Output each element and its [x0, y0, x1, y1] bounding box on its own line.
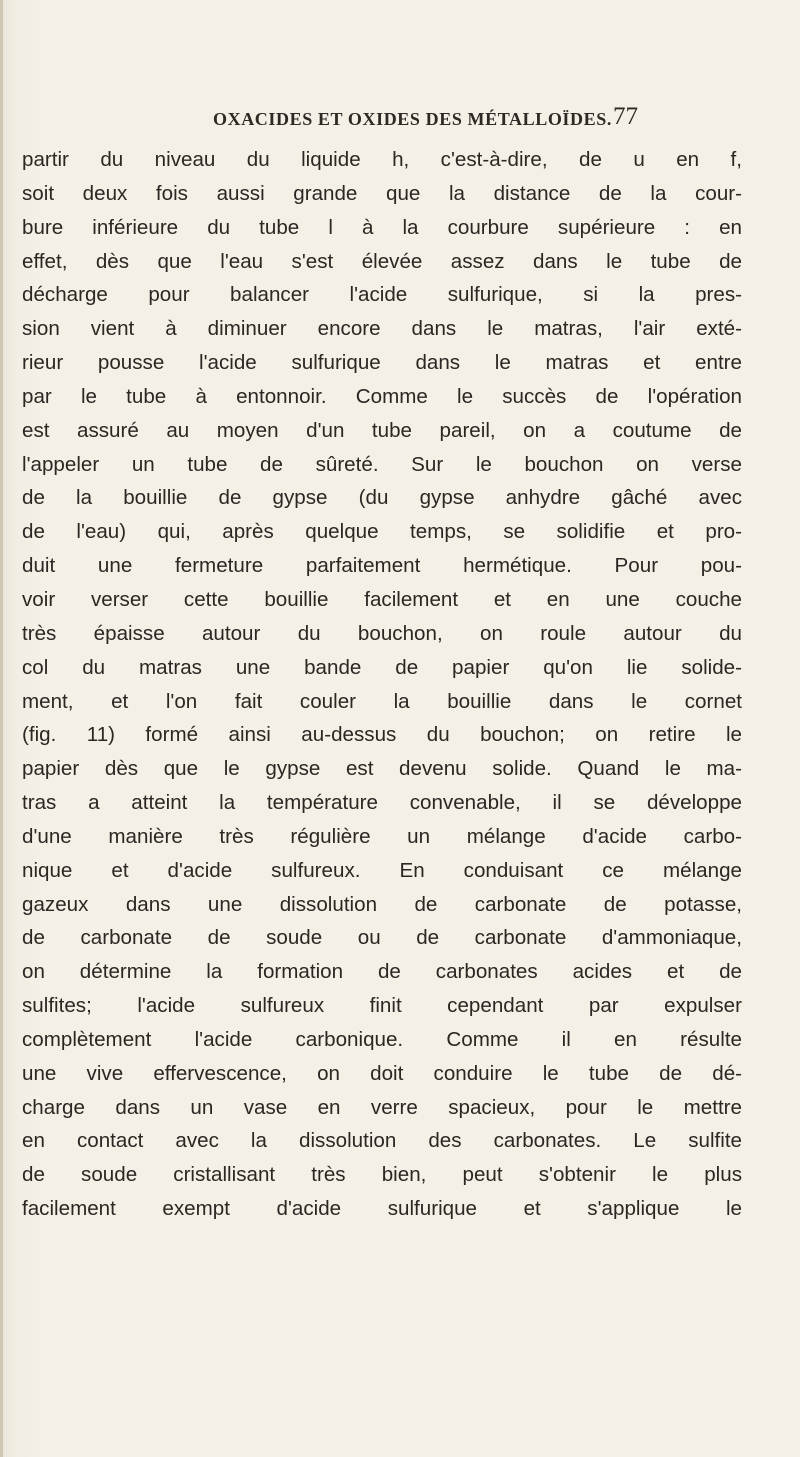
- text-line: l'appeler un tube de sûreté. Sur le bouchon on verse: [22, 452, 742, 476]
- text-line: (fig. 11) formé ainsi au-dessus du bouchon; on retire le: [22, 723, 742, 747]
- page-gutter-edge: [0, 0, 3, 1457]
- text-line: voir verser cette bouillie facilement et en une couche: [22, 587, 742, 611]
- text-line: sulfites; l'acide sulfureux finit cependant par expulser: [22, 994, 742, 1018]
- text-line: facilement exempt d'acide sulfurique et s'applique le: [22, 1197, 742, 1221]
- text-line: partir du niveau du liquide h, c'est-à-dire, de u en f,: [22, 148, 742, 171]
- text-line: très épaisse autour du bouchon, on roule autour du: [22, 621, 742, 645]
- text-line: bure inférieure du tube l à la courbure supérieure : en: [22, 215, 742, 239]
- body-text: [22, 143, 742, 1226]
- page-number: 77: [613, 103, 638, 130]
- text-line: ment, et l'on fait couler la bouillie dans le cornet: [22, 689, 742, 713]
- text-line: est assuré au moyen d'un tube pareil, on a coutume de: [22, 418, 742, 442]
- text-line: d'une manière très régulière un mélange d'acide carbo-: [22, 824, 742, 848]
- text-line: rieur pousse l'acide sulfurique dans le matras et entre: [22, 351, 742, 375]
- text-line: complètement l'acide carbonique. Comme il en résulte: [22, 1027, 742, 1051]
- text-line: tras a atteint la température convenable, il se développe: [22, 791, 742, 815]
- text-line: col du matras une bande de papier qu'on lie solide-: [22, 655, 742, 679]
- text-line: duit une fermeture parfaitement hermétique. Pour pou-: [22, 554, 742, 578]
- text-line: charge dans un vase en verre spacieux, pour le mettre: [22, 1095, 742, 1119]
- text-line: on détermine la formation de carbonates acides et de: [22, 960, 742, 984]
- text-line: nique et d'acide sulfureux. En conduisant ce mélange: [22, 858, 742, 882]
- text-line: une vive effervescence, on doit conduire le tube de dé-: [22, 1061, 742, 1085]
- text-line: sion vient à diminuer encore dans le matras, l'air exté-: [22, 317, 742, 341]
- text-line: papier dès que le gypse est devenu solide. Quand le ma-: [22, 757, 742, 781]
- text-line: effet, dès que l'eau s'est élevée assez dans le tube de: [22, 249, 742, 273]
- text-line: gazeux dans une dissolution de carbonate de potasse,: [22, 892, 742, 916]
- text-line: de la bouillie de gypse (du gypse anhydre gâché avec: [22, 486, 742, 510]
- text-line: par le tube à entonnoir. Comme le succès de l'opération: [22, 384, 742, 408]
- text-line: de carbonate de soude ou de carbonate d'ammoniaque,: [22, 926, 742, 950]
- page-header: [40, 103, 760, 139]
- text-line: de soude cristallisant très bien, peut s'obtenir le plus: [22, 1163, 742, 1187]
- text-line: en contact avec la dissolution des carbonates. Le sulfite: [22, 1129, 742, 1153]
- text-line: soit deux fois aussi grande que la distance de la cour-: [22, 181, 742, 205]
- text-line: de l'eau) qui, après quelque temps, se solidifie et pro-: [22, 520, 742, 544]
- text-line: décharge pour balancer l'acide sulfurique, si la pres-: [22, 283, 742, 307]
- running-head: OXACIDES ET OXIDES DES MÉTALLOÏDES.: [213, 109, 612, 129]
